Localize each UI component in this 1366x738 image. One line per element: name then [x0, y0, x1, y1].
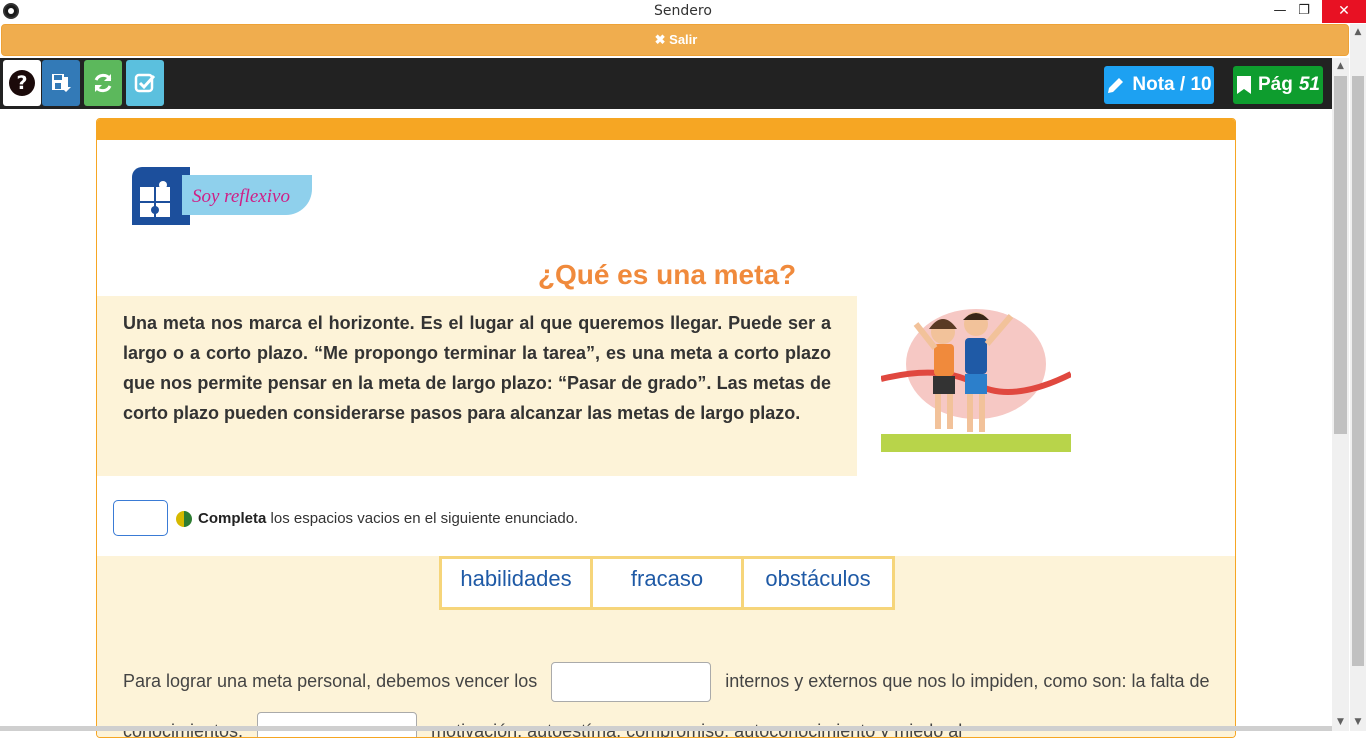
pencil-icon	[1106, 75, 1126, 95]
bookmark-icon	[1236, 75, 1252, 95]
progress-ball-icon	[176, 511, 192, 527]
exercise-area	[97, 556, 1236, 738]
blank-input-1[interactable]	[551, 662, 711, 702]
sentence-part-2: internos y externos que nos lo impiden, como son: la falta de	[725, 671, 1210, 691]
scroll-up-arrow-icon[interactable]: ▲	[1337, 61, 1344, 71]
page-button[interactable]	[1233, 66, 1323, 104]
sentence-part-1: Para lograr una meta personal, debemos vencer los	[123, 671, 538, 691]
word-bank	[439, 556, 895, 610]
toolbar	[0, 58, 1332, 109]
exit-bar	[1, 24, 1349, 56]
nota-button[interactable]	[1104, 66, 1214, 104]
minimize-button[interactable]: —	[1273, 3, 1287, 18]
save-button[interactable]	[42, 60, 80, 106]
outer-scroll-thumb[interactable]	[1352, 76, 1364, 666]
exit-button[interactable]: ✖ Salir	[654, 32, 698, 47]
outer-scrollbar[interactable]	[1350, 24, 1366, 731]
outer-scroll-down-arrow-icon[interactable]: ▼	[1354, 717, 1362, 727]
check-button[interactable]	[126, 60, 164, 106]
intro-box	[97, 296, 857, 476]
reload-button[interactable]	[84, 60, 122, 106]
page-title-text: ¿Qué es una meta?	[537, 259, 797, 290]
instruction	[176, 510, 578, 527]
close-button[interactable]: ✕	[1322, 0, 1366, 23]
instruction-text	[198, 510, 578, 527]
word-option[interactable]: obstáculos	[744, 559, 892, 607]
instruction-rest: los espacios vacios en el siguiente enunciado.	[270, 510, 579, 527]
word-option[interactable]: fracaso	[593, 559, 741, 607]
reload-icon	[91, 71, 115, 95]
lesson-card	[96, 118, 1236, 738]
outer-scroll-up-arrow-icon[interactable]: ▲	[1354, 27, 1362, 37]
save-icon	[49, 71, 73, 95]
inner-scrollbar[interactable]	[1332, 58, 1349, 731]
word-option[interactable]: habilidades	[442, 559, 590, 607]
window-titlebar	[0, 0, 1366, 23]
maximize-button[interactable]: ❐	[1298, 3, 1310, 18]
window-title: Sendero	[654, 3, 712, 19]
nota-label: Nota / 10	[1132, 74, 1212, 95]
exit-button-container	[2, 32, 1350, 48]
instruction-bold: Completa	[198, 510, 267, 527]
scroll-down-arrow-icon[interactable]: ▼	[1337, 717, 1344, 727]
bottom-edge	[0, 726, 1332, 731]
badge-label: Soy reflexivo	[192, 186, 290, 207]
help-button[interactable]	[3, 60, 41, 106]
page-label: Pág	[1258, 74, 1293, 95]
card-header-bar	[97, 119, 1236, 140]
intro-text: Una meta nos marca el horizonte. Es el lugar al que queremos llegar. Puede ser a largo o a corto plazo. “Me propongo terminar la tarea”, es una meta a corto plazo que nos permite pensar en la meta de largo plazo: “Pasar de grado”. Las metas de corto plazo pueden considerarse pasos para alcanzar las metas de largo plazo.	[123, 313, 831, 423]
page-number: 51	[1298, 74, 1320, 95]
answer-input[interactable]	[113, 500, 168, 536]
page-title	[97, 259, 1236, 291]
check-icon	[133, 71, 157, 95]
soy-reflexivo-badge	[132, 167, 312, 225]
help-icon: ?	[9, 70, 35, 96]
scroll-thumb[interactable]	[1334, 76, 1347, 434]
runners-illustration	[881, 304, 1071, 454]
